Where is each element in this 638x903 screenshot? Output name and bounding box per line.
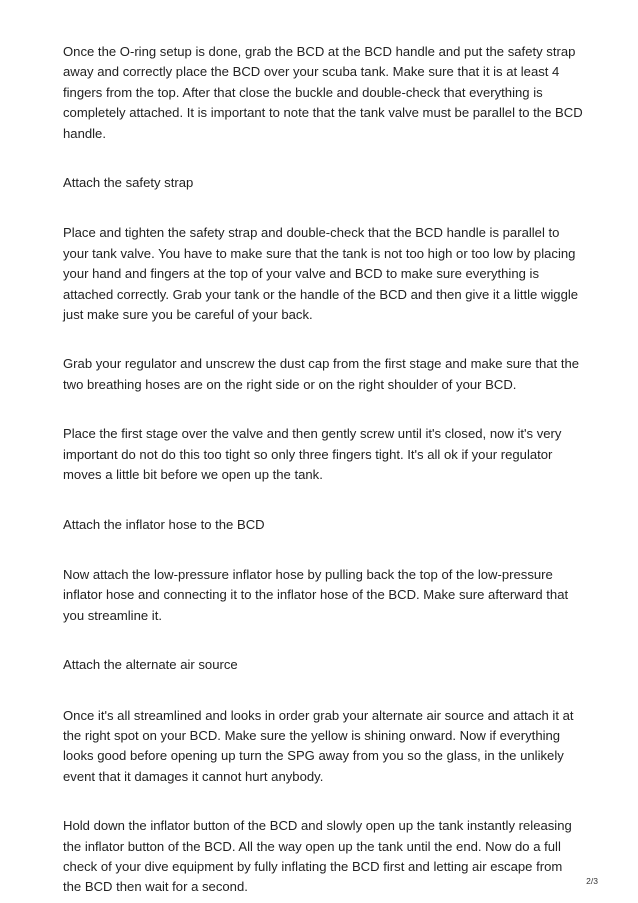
paragraph-alternate-air: Once it's all streamlined and looks in order grab your alternate air source and attach it at the right spot on your BCD. Make sure the yellow is shining onward. Now if everything looks good before opening up turn the SPG away from you so the glass, in the unlikely event that it damages it cannot hurt anybody. [63, 707, 574, 784]
page-number: 2/3 [586, 876, 598, 886]
paragraph-bcd-placement: Once the O-ring setup is done, grab the BCD at the BCD handle and put the safety strap away and correctly place the BCD over your scuba tank. Make sure that it is at least 4 fingers from the top. After that close the buckle and double-check that everything is completely attached. It is important to note that the tank valve must be parallel to the BCD handle. [63, 44, 583, 141]
heading-attach-inflator-hose: Attach the inflator hose to the BCD [63, 516, 265, 532]
paragraph-regulator-dust-cap: Grab your regulator and unscrew the dust cap from the first stage and make sure that the two breathing hoses are on the right side or on the right shoulder of your BCD. [63, 356, 580, 392]
paragraph-first-stage: Place the first stage over the valve and then gently screw until it's closed, now it's very important do not do this too tight so only three fingers tight. It's all ok if your regulator moves a little bit before we open up the tank. [63, 426, 562, 483]
document-body [63, 42, 583, 898]
heading-attach-safety-strap: Attach the safety strap [63, 175, 194, 191]
paragraph-safety-strap: Place and tighten the safety strap and double-check that the BCD handle is parallel to your tank valve. You have to make sure that the tank is not too high or too low by placing your hand and fingers at the top of your valve and BCD to make sure everything is attached correctly. Grab your tank or the handle of the BCD and then give it a little wiggle just make sure you be careful of your back. [63, 225, 579, 323]
paragraph-open-tank: Hold down the inflator button of the BCD and slowly open up the tank instantly releasing the inflator button of the BCD. All the way open up the tank until the end. Now do a full check of your dive equipment by fully inflating the BCD first and letting air escape from the BCD then wait for a second. [63, 818, 572, 895]
heading-attach-alternate-air: Attach the alternate air source [63, 657, 238, 673]
paragraph-inflator-hose: Now attach the low-pressure inflator hose by pulling back the top of the low-pressure inflator hose and connecting it to the inflator hose of the BCD. Make sure afterward that you streamline it. [63, 566, 569, 623]
